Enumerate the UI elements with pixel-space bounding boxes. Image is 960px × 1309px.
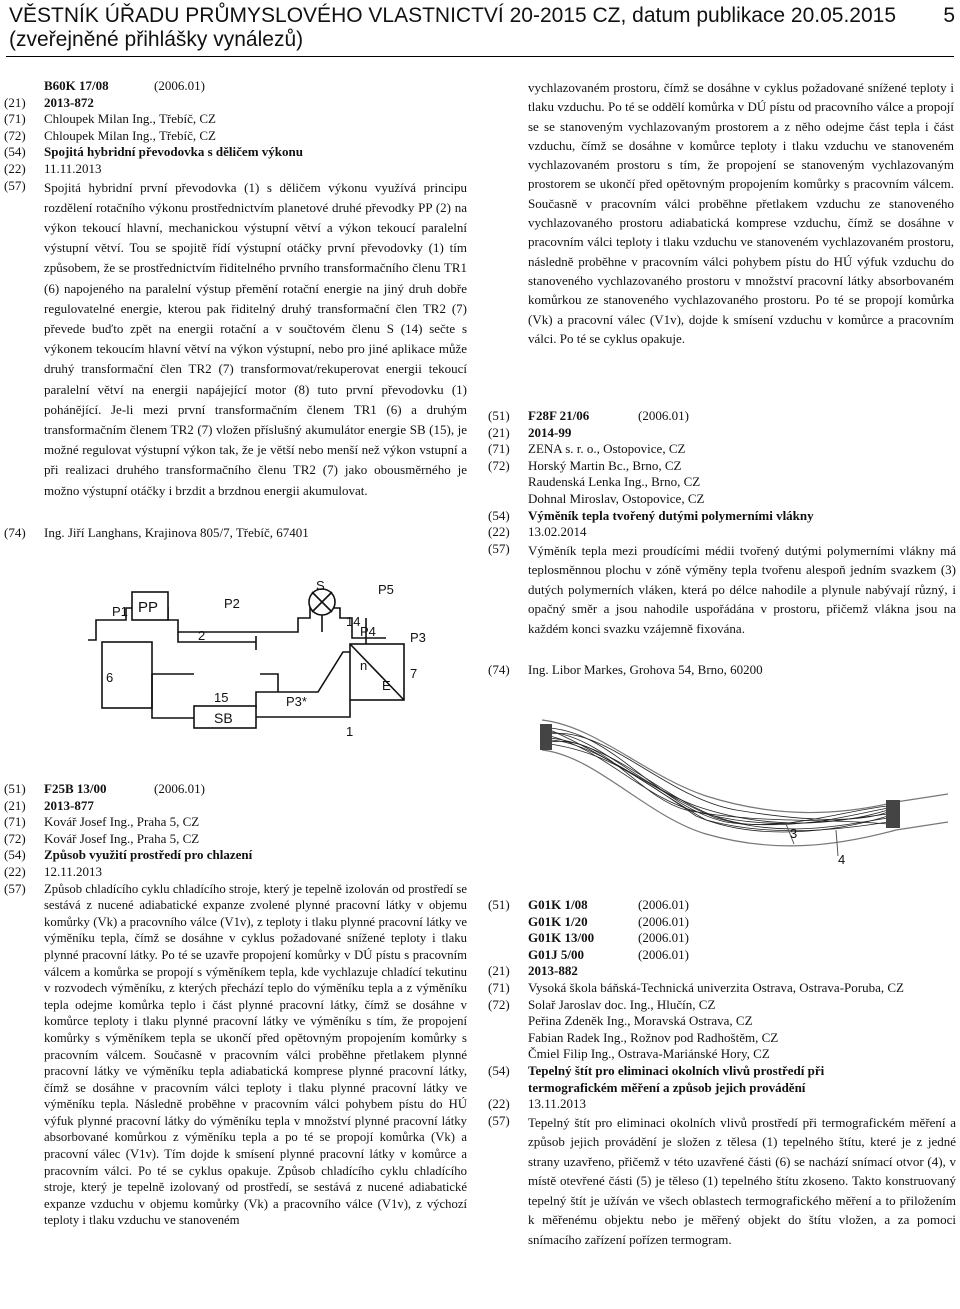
field-51: (51) F28F 21/06 (2006.01): [488, 408, 689, 423]
application-number: 2013-877: [44, 797, 94, 813]
invention-title: Spojitá hybridní převodovka s děličem výkonu: [44, 144, 303, 160]
classification-code: F28F 21/06: [528, 408, 590, 423]
patent-entry-f28f: [488, 408, 956, 679]
label-p2: P2: [224, 596, 240, 611]
field-71: (71) ZENA s. r. o., Ostopovice, CZ: [488, 441, 956, 458]
field-22: (22) 11.11.2013: [4, 161, 467, 178]
field-21: (21) 2013-872: [4, 95, 467, 112]
inventor: Horský Martin Bc., Brno, CZ: [528, 457, 682, 473]
field-54: (54) Výměník tepla tvořený dutými polymerními vlákny: [488, 508, 956, 525]
hybrid-gearbox-diagram: [78, 578, 448, 742]
patent-entry-g01k: [488, 897, 956, 1249]
inventor: Raudenská Lenka Ing., Brno, CZ: [528, 474, 701, 490]
abstract: Tepelný štít pro eliminaci okolních vlivů prostředí při termografickém měření a způsob jejich provádění je složen z tělesa (1) tepelného štítu, které je z jedné strany uzavřeno, přičemž v této uzavřené části (6) se nachází snímací otvor (4), v místě otevřené části (5) je těleso (1) tepelného štítu zkoseno. Takto konstruovaný tepelný štít je užíván ve všech oblastech termografického měření a to přiložením k měřenému objektu nebo je měřený objekt do štítu vložen, a za pomoci snímacího zařízení pořízen termogram.: [528, 1114, 956, 1247]
attorney: Ing. Libor Markes, Grohova 54, Brno, 60200: [528, 662, 763, 678]
applicant: Kovář Josef Ing., Praha 5, CZ: [44, 814, 200, 830]
field-72: (72) Solař Jaroslav doc. Ing., Hlučín, CZ: [488, 997, 956, 1014]
field-72: (72) Kovář Josef Ing., Praha 5, CZ: [4, 831, 467, 848]
classification-row: G01K 1/08 (2006.01): [528, 897, 689, 912]
label-p3-star: P3*: [286, 694, 307, 709]
label-3: 3: [790, 826, 798, 841]
journal-title: VĚSTNÍK ÚŘADU PRŮMYSLOVÉHO VLASTNICTVÍ 20-2015 CZ, datum publikace 20.05.2015: [9, 4, 897, 27]
filing-date: 13.02.2014: [528, 524, 587, 540]
field-22: (22) 13.11.2013: [488, 1096, 956, 1113]
invention-title: Způsob využití prostředí pro chlazení: [44, 847, 253, 863]
label-1: 1: [346, 724, 354, 739]
filing-date: 13.11.2013: [528, 1096, 587, 1112]
field-51: (51) G01K 1/08 (2006.01) G01K 1/20 (2006.01) G01K 13/00 (2006.01) G01J 5/00 (2006.01): [488, 897, 956, 963]
label-p1: P1: [112, 604, 128, 619]
classification-code: F25B 13/00: [44, 781, 107, 796]
patent-entry-f25b: [4, 781, 467, 1229]
field-22: (22) 13.02.2014: [488, 524, 956, 541]
abstract-continuation: [528, 78, 954, 348]
label-sb: SB: [214, 710, 233, 726]
classification-date: (2006.01): [638, 408, 689, 423]
label-n: n: [360, 658, 368, 673]
field-22: (22) 12.11.2013: [4, 864, 467, 881]
label-p4: P4: [360, 624, 376, 639]
field-51: (51) F25B 13/00 (2006.01): [4, 781, 205, 796]
label-6: 6: [106, 670, 114, 685]
inventor: Fabian Radek Ing., Rožnov pod Radhoštěm, CZ: [528, 1029, 779, 1045]
field-54: (54) Spojitá hybridní převodovka s děličem výkonu: [4, 144, 467, 161]
inventor: Čmiel Filip Ing., Ostrava-Mariánské Hory, CZ: [528, 1046, 770, 1062]
abstract: Spojitá hybridní první převodovka (1) s děličem výkonu využívá principu rozdělení rotačního výkonu prostřednictvím planetové druhé převodky PP (2) na výkon tekoucí hlavní, mechanickou výstupní větví a výkon tekoucí paralelní výstupní větví. Tou se spojitě řídí výstupní otáčky první převodovky (1) tím způsobem, že se prostřednictvím řiditelného prvního transformačního členu TR1 (6) napojeného na paralelní výstup přemění rotační energie na jiný druh dobře regulovatelné energie, kterou pak řiditelný druhý transformační člen TR2 (7) převede buďto zpět na energii rotační a v součtovém členu S (14) sečte s výkonem tekoucím hlavní větví na výkon výstupní, nebo pro jiné aplikace může druhý transformační člen TR2 (7) transformovat/rekuperovat energii tekoucí paralelní větví na energii napájející motor (8) tuto první převodovku (1) pohánějící. Je-li mezi první transformačním členem TR1 (6) a druhým transformačním členem TR2 (7) vložen příslušný akumulátor energie SB (15), je možné regulovat výstupní výkon tak, že je větší nebo menší než výkon vstupní a při realizaci druhého transformačního členu TR2 (7) jako obousměrného je možno výstupní otáčky i brzdit a brzdnou energii akumulovat.: [44, 179, 467, 498]
inventor: Solař Jaroslav doc. Ing., Hlučín, CZ: [528, 996, 716, 1012]
invention-title: Tepelný štít pro eliminaci okolních vlivů prostředí při termografickém měření a způsob jejich provádění: [528, 1062, 825, 1095]
classification-row: G01J 5/00 (2006.01): [528, 946, 689, 962]
label-7: 7: [410, 666, 418, 681]
field-57: (57) Způsob chladícího cyklu chladícího stroje, který je tepelně izolován od prostředí se sestává z nucené adiabatické expanze zvolené plynné pracovní látky v objemu komůrky (Vk) a pracovního válce (V1v), z teploty i tlaku plynné pracovní látky ve výměníku tepla, čímž se dosáhne v cyklus požadované snížené teploty i tlaku plynné pracovní látky. Po té se uzavře propojení komůrky v DÚ pístu s pracovním válcem a komůrka se propojí s výměníkem tepla, kde vychlazuje chladící tekutinu v rozvodech výměníku, z kterých přechází teplo do výměníku tepla a z výměníku tepla odejme komůrka teplo i část plynné pracovní látky, čímž se dosáhne v komůrce teploty i tlaku plynné pracovní látky ve výměníku s tím, že propojení komůrky s výměníkem tepla se ukončí před opětovným propojením komůrky s pracovním válcem. Současně v pracovním válci proběhne přetlakem plynné pracovní látky ve výměníku tepla adiabatická komprese plynné pracovní látky, čímž se dosáhne v pracovním válci teploty i tlaku plynné pracovní látky ve výměníku tepla. Následně proběhne v pracovním válci pohybem pístu do HÚ výfuk plynné pracovní látky do výměníku tepla v množství plynné pracovní látky absorbované komůrkou z výměníku tepla a po té se propojí komůrka (Vk) a pracovní válec (V1v). Tím dojde k smísení plynné pracovní látky v komůrce a pracovním válci. Po té se cyklus opakuje. Způsob chladícího cyklu chladícího stroje, který je tepelně izolovaný od prostředí, se sestává z nucené adiabatické expanze vzduchu v objemu komůrky (Vk) a pracovního válce (V1v), z výchozí teploty i tlaku vzduchu ve stanoveném: [4, 880, 467, 1228]
label-15: 15: [214, 690, 229, 705]
invention-title: Výměník tepla tvořený dutými polymerními vlákny: [528, 507, 814, 523]
field-57: (57) Spojitá hybridní první převodovka (1) s děličem výkonu využívá principu rozdělení rotačního výkonu prostřednictvím planetové druhé převodky PP (2) na výkon tekoucí hlavní, mechanickou výstupní větví a výkon tekoucí paralelní výstupní větví. Tou se spojitě řídí výstupní otáčky první převodovky (1) tím způsobem, že se prostřednictvím řiditelného prvního transformačního členu TR1 (6) napojeného na paralelní výstup přemění rotační energie na jiný druh dobře regulovatelné energie, kterou pak řiditelný druhý transformační člen TR2 (7) převede buďto zpět na energii rotační a v součtovém členu S (14) sečte s výkonem tekoucím hlavní větví na výkon výstupní, nebo pro jiné aplikace může druhý transformační člen TR2 (7) transformovat/rekuperovat energii tekoucí paralelní větví na energii napájející motor (8) tuto první převodovku (1) pohánějící. Je-li mezi první transformačním členem TR1 (6) a druhým transformačním členem TR2 (7) vložen příslušný akumulátor energie SB (15), je možné regulovat výstupní výkon tak, že je větší nebo menší než výkon vstupní a při realizaci druhého transformačního členu TR2 (7) jako obousměrného je možno výstupní otáčky i brzdit a brzdnou energii akumulovat.: [4, 178, 467, 501]
label-4: 4: [838, 852, 846, 867]
abstract: Způsob chladícího cyklu chladícího stroje, který je tepelně izolován od prostředí se sestává z nucené adiabatické expanze zvolené plynné pracovní látky v objemu komůrky (Vk) a pracovního válce (V1v), z teploty i tlaku plynné pracovní látky ve výměníku tepla, čímž se dosáhne v cyklus požadované snížené teploty i tlaku plynné pracovní látky. Po té se uzavře propojení komůrky v DÚ pístu s pracovním válcem a komůrka se propojí s výměníkem tepla, kde vychlazuje chladící tekutinu v rozvodech výměníku, z kterých přechází teplo do výměníku tepla a z výměníku tepla odejme komůrka teplo i část plynné pracovní látky, čímž se dosáhne v komůrce teploty i tlaku plynné pracovní látky ve výměníku s tím, že propojení komůrky s výměníkem tepla se ukončí před opětovným propojením komůrky s pracovním válcem. Současně v pracovním válci proběhne přetlakem plynné pracovní látky ve výměníku tepla adiabatická komprese plynné pracovní látky, čímž se dosáhne v pracovním válci teploty i tlaku plynné pracovní látky ve výměníku tepla. Následně proběhne v pracovním válci pohybem pístu do HÚ výfuk plynné pracovní látky do výměníku tepla v množství plynné pracovní látky absorbované komůrkou z výměníku tepla a po té se propojí komůrka (Vk) a pracovní válec (V1v). Tím dojde k smísení plynné pracovní látky v komůrce a pracovním válci. Po té se cyklus opakuje. Způsob chladícího cyklu chladícího stroje, který je tepelně izolovaný od prostředí, se sestává z nucené adiabatické expanze vzduchu v objemu komůrky (Vk) a pracovního válce (V1v), z výchozí teploty i tlaku vzduchu ve stanoveném: [44, 881, 467, 1228]
label-p3: P3: [410, 630, 426, 645]
application-number: 2014-99: [528, 424, 572, 440]
abstract-continued-text: vychlazovaném prostoru, čímž se dosáhne v cyklus požadované snížené teploty i tlaku vzduchu. Po té se oddělí komůrka v DÚ pístu od pracovního válce a propojí se se stanoveným vychlazovaným prostorem a z něho odejme část tepla i část vzduchu, čímž se dosáhne v komůrce teploty i tlaku vzduchu ve stanoveném vychlazovaném prostoru s tím, že propojení se stanoveným vychlazovaným prostorem se ukončí před opětovným propojením komůrky s pracovním válcem. Současně v pracovním válci proběhne přetlakem vzduchu ze stanoveného vychlazovaného prostoru adiabatická komprese vzduchu, čímž se dosáhne v pracovním válci teploty i tlaku vzduchu ve stanoveném vychlazovaném prostoru, následně proběhne v pracovním válci pohybem pístu do HÚ výfuk vzduchu do stanoveného vychlazovaného prostoru v množství pracovní látky absorbovaném komůrkou ze stanoveného vychlazovaného prostoru. Po té se propojí komůrka (Vk) a pracovní válec (V1v), dojde k smísení vzduchu v komůrce a pracovním válci. Po té se cyklus opakuje.: [528, 80, 954, 346]
field-21: (21) 2014-99: [488, 425, 956, 442]
label-2: 2: [198, 628, 206, 643]
field-57: (57) Výměník tepla mezi proudícími médii tvořený dutými polymerními vlákny má teplosměnnou plochu v zóně výměny tepla tvořenu alespoň jedním svazkem (3) dutých polymerních vláken, která po délce nahodile a plynule nabývají různý, i opačný směr a jsou nahodile uspořádána v prostoru, přičemž vlákna jsou na každém konci svazku vzájemně fixována.: [488, 541, 956, 639]
classification-date: (2006.01): [154, 781, 205, 796]
fiber-bundle-illustration: [536, 706, 956, 876]
application-number: 2013-882: [528, 963, 578, 979]
field-74: (74) Ing. Libor Markes, Grohova 54, Brno, 60200: [488, 662, 956, 679]
journal-subtitle: (zveřejněné přihlášky vynálezů): [9, 28, 304, 51]
field-71: (71) Vysoká škola báňská-Technická univerzita Ostrava, Ostrava-Poruba, CZ: [488, 980, 956, 997]
label-e: E: [382, 678, 391, 693]
page-number: 5: [943, 4, 955, 27]
label-pp: PP: [138, 599, 159, 616]
field-74: (74) Ing. Jiří Langhans, Krajinova 805/7, Třebíč, 67401: [4, 525, 467, 542]
field-71: (71) Chloupek Milan Ing., Třebíč, CZ: [4, 111, 467, 128]
inventor: Dohnal Miroslav, Ostopovice, CZ: [528, 490, 705, 506]
patent-entry-b60k: [4, 78, 467, 541]
label-14: 14: [346, 614, 361, 629]
field-21: (21) 2013-882: [488, 963, 956, 980]
inventor: Kovář Josef Ing., Praha 5, CZ: [44, 830, 200, 846]
filing-date: 12.11.2013: [44, 863, 103, 879]
classification-row: G01K 1/20 (2006.01): [528, 913, 689, 929]
field-57: (57) Tepelný štít pro eliminaci okolních vlivů prostředí při termografickém měření a způsob jejich provádění je složen z tělesa (1) tepelného štítu, které je z jedné strany uzavřeno, přičemž v této uzavřené části (6) se nachází snímací otvor (4), v místě otevřené části (5) je těleso (1) tepelného štítu zkoseno. Takto konstruovaný tepelný štít je užíván ve všech oblastech termografického měření a to přiložením k měřenému objektu nebo je měřený objekt do štítu vložen, a za pomoci snímacího zařízení pořízen termogram.: [488, 1113, 956, 1250]
field-54: (54) Tepelný štít pro eliminaci okolních vlivů prostředí při termografickém měření a způsob jejich provádění: [488, 1063, 956, 1096]
field-72: (72) Chloupek Milan Ing., Třebíč, CZ: [4, 128, 467, 145]
field-21: (21) 2013-877: [4, 798, 467, 815]
journal-header: [9, 4, 955, 52]
label-p5: P5: [378, 582, 394, 597]
abstract: Výměník tepla mezi proudícími médii tvořený dutými polymerními vlákny má teplosměnnou plochu v zóně výměny tepla tvořenu alespoň jedním svazkem (3) dutých polymerních vláken, která po délce nahodile a plynule nabývají různý, i opačný směr a jsou nahodile uspořádána v prostoru, přičemž vlákna jsou na každém konci svazku vzájemně fixována.: [528, 542, 956, 636]
application-number: 2013-872: [44, 94, 94, 110]
field-51: [4, 78, 467, 95]
inventor: Chloupek Milan Ing., Třebíč, CZ: [44, 127, 216, 143]
applicant: Vysoká škola báňská-Technická univerzita Ostrava, Ostrava-Poruba, CZ: [528, 979, 904, 995]
applicant: Chloupek Milan Ing., Třebíč, CZ: [44, 111, 216, 127]
field-71: (71) Kovář Josef Ing., Praha 5, CZ: [4, 814, 467, 831]
classification-row: G01K 13/00 (2006.01): [528, 930, 689, 946]
field-54: (54) Způsob využití prostředí pro chlazení: [4, 847, 467, 864]
classification-code: B60K 17/08: [44, 78, 109, 93]
filing-date: 11.11.2013: [44, 160, 102, 176]
attorney: Ing. Jiří Langhans, Krajinova 805/7, Třebíč, 67401: [44, 524, 309, 540]
label-s: S: [316, 578, 325, 593]
classification-date: (2006.01): [154, 78, 205, 93]
applicant: ZENA s. r. o., Ostopovice, CZ: [528, 441, 686, 457]
classification-list: [528, 897, 956, 963]
header-divider: [6, 56, 954, 57]
field-72: (72) Horský Martin Bc., Brno, CZ: [488, 458, 956, 475]
inventor: Peřina Zdeněk Ing., Moravská Ostrava, CZ: [528, 1013, 753, 1029]
